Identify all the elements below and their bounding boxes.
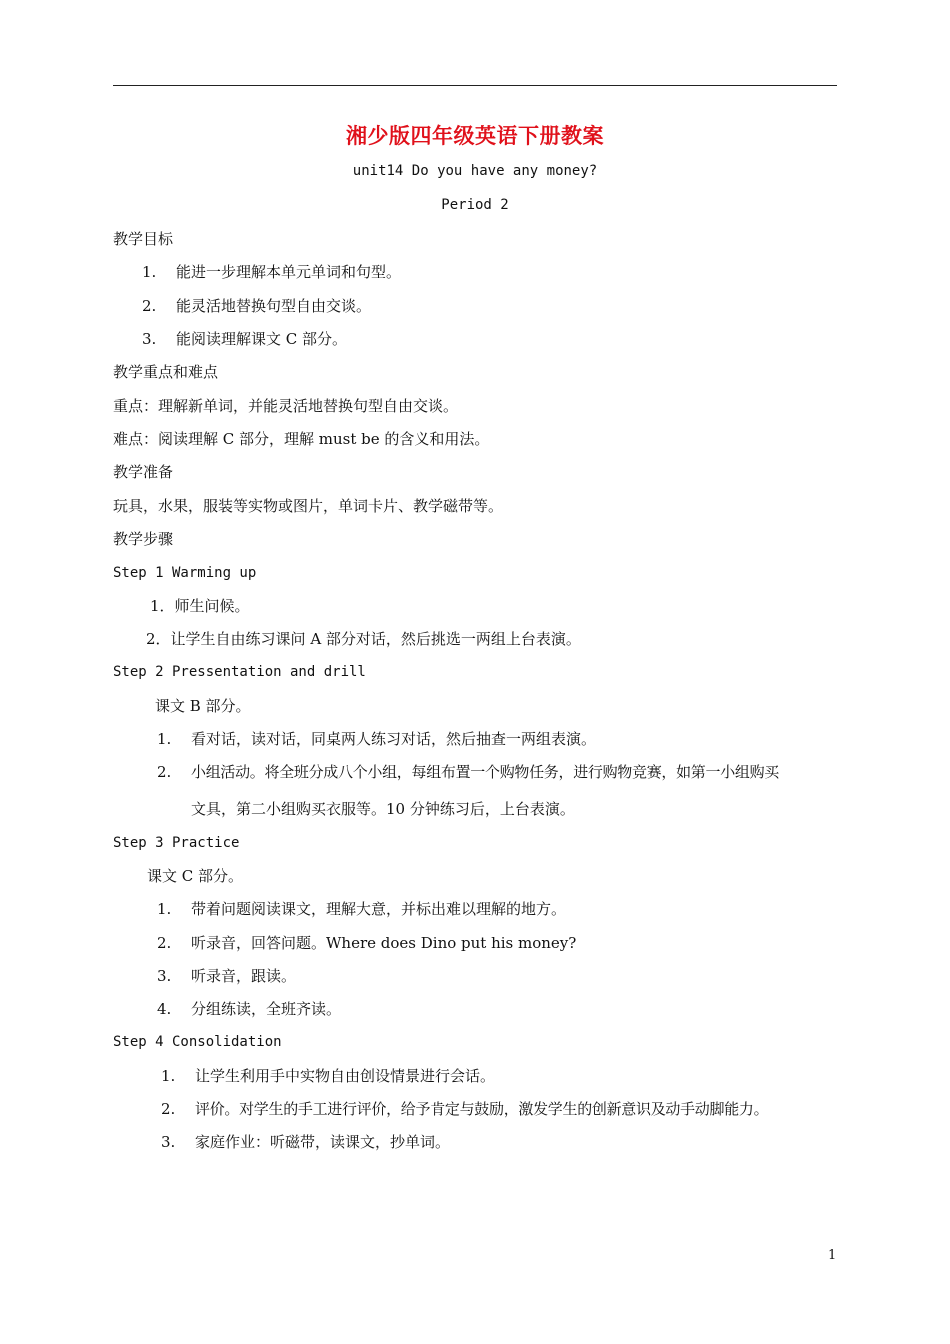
step3-title: Step 3 Practice: [113, 835, 240, 851]
document-title: 湘少版四年级英语下册教案: [346, 123, 604, 148]
page-number: 1: [828, 1248, 837, 1263]
list-text: 听录音，回答问题。Where does Dino put his money?: [191, 934, 577, 952]
preparation-text: 玩具，水果，服装等实物或图片，单词卡片、教学磁带等。: [113, 497, 504, 515]
key-point-text: 重点：理解新单词，并能灵活地替换句型自由交谈。: [113, 397, 459, 415]
list-text: 小组活动。将全班分成八个小组，每组布置一个购物任务，进行购物竞赛，如第一小组购买: [191, 763, 780, 781]
step3-item: [157, 999, 341, 1019]
list-number: 2.: [142, 297, 157, 315]
preparation-heading: 教学准备: [113, 463, 174, 481]
list-text: 看对话，读对话，同桌两人练习对话，然后抽查一两组表演。: [191, 730, 597, 748]
list-number: 2.: [161, 1100, 176, 1118]
objective-item: [142, 262, 401, 282]
list-text: 能灵活地替换句型自由交谈。: [176, 297, 372, 315]
step1-item: 1．师生问候。: [150, 597, 250, 615]
list-text: 能进一步理解本单元单词和句型。: [176, 263, 402, 281]
step3-item: [157, 933, 576, 953]
list-text: 评价。对学生的手工进行评价，给予肯定与鼓励，激发学生的创新意识及动手动脚能力。: [195, 1100, 769, 1118]
unit-subtitle: unit14 Do you have any money?: [352, 163, 598, 179]
objective-item: [142, 296, 371, 316]
list-number: 2.: [157, 763, 172, 781]
step1-title: Step 1 Warming up: [113, 565, 257, 581]
step2-title: Step 2 Pressentation and drill: [113, 664, 366, 680]
objectives-heading: 教学目标: [113, 230, 174, 248]
list-number: 2.: [157, 934, 172, 952]
list-number: 4.: [157, 1000, 172, 1018]
list-text: 能阅读理解课文 C 部分。: [176, 330, 348, 348]
list-number: 1.: [142, 263, 157, 281]
step2-intro: 课文 B 部分。: [155, 697, 251, 715]
step3-item: [157, 899, 566, 919]
list-number: 3.: [161, 1133, 176, 1151]
list-text: 带着问题阅读课文，理解大意，并标出难以理解的地方。: [191, 900, 567, 918]
step4-item: [161, 1066, 495, 1086]
key-points-heading: 教学重点和难点: [113, 363, 219, 381]
step2-item-continuation: 文具，第二小组购买衣服等。10 分钟练习后，上台表演。: [191, 800, 575, 818]
step3-intro: 课文 C 部分。: [147, 867, 244, 885]
list-number: 1.: [157, 730, 172, 748]
step4-item: [161, 1132, 450, 1152]
difficult-point-text: 难点：阅读理解 C 部分，理解 must be 的含义和用法。: [113, 430, 490, 448]
step4-item: [161, 1099, 768, 1119]
step4-title: Step 4 Consolidation: [113, 1034, 282, 1050]
list-number: 3.: [157, 967, 172, 985]
step3-item: [157, 966, 296, 986]
header-rule: [113, 85, 837, 86]
list-number: 1.: [161, 1067, 176, 1085]
list-number: 3.: [142, 330, 157, 348]
step2-item: [157, 729, 596, 749]
step2-item: [157, 762, 779, 782]
list-text: 分组练读，全班齐读。: [191, 1000, 342, 1018]
list-number: 1.: [157, 900, 172, 918]
objective-item: [142, 329, 347, 349]
list-text: 让学生利用手中实物自由创设情景进行会话。: [195, 1067, 496, 1085]
procedure-heading: 教学步骤: [113, 530, 174, 548]
period-label: Period 2: [441, 197, 509, 213]
list-text: 家庭作业：听磁带，读课文，抄单词。: [195, 1133, 451, 1151]
step1-item: 2．让学生自由练习课问 A 部分对话，然后挑选一两组上台表演。: [146, 630, 581, 648]
list-text: 听录音，跟读。: [191, 967, 297, 985]
